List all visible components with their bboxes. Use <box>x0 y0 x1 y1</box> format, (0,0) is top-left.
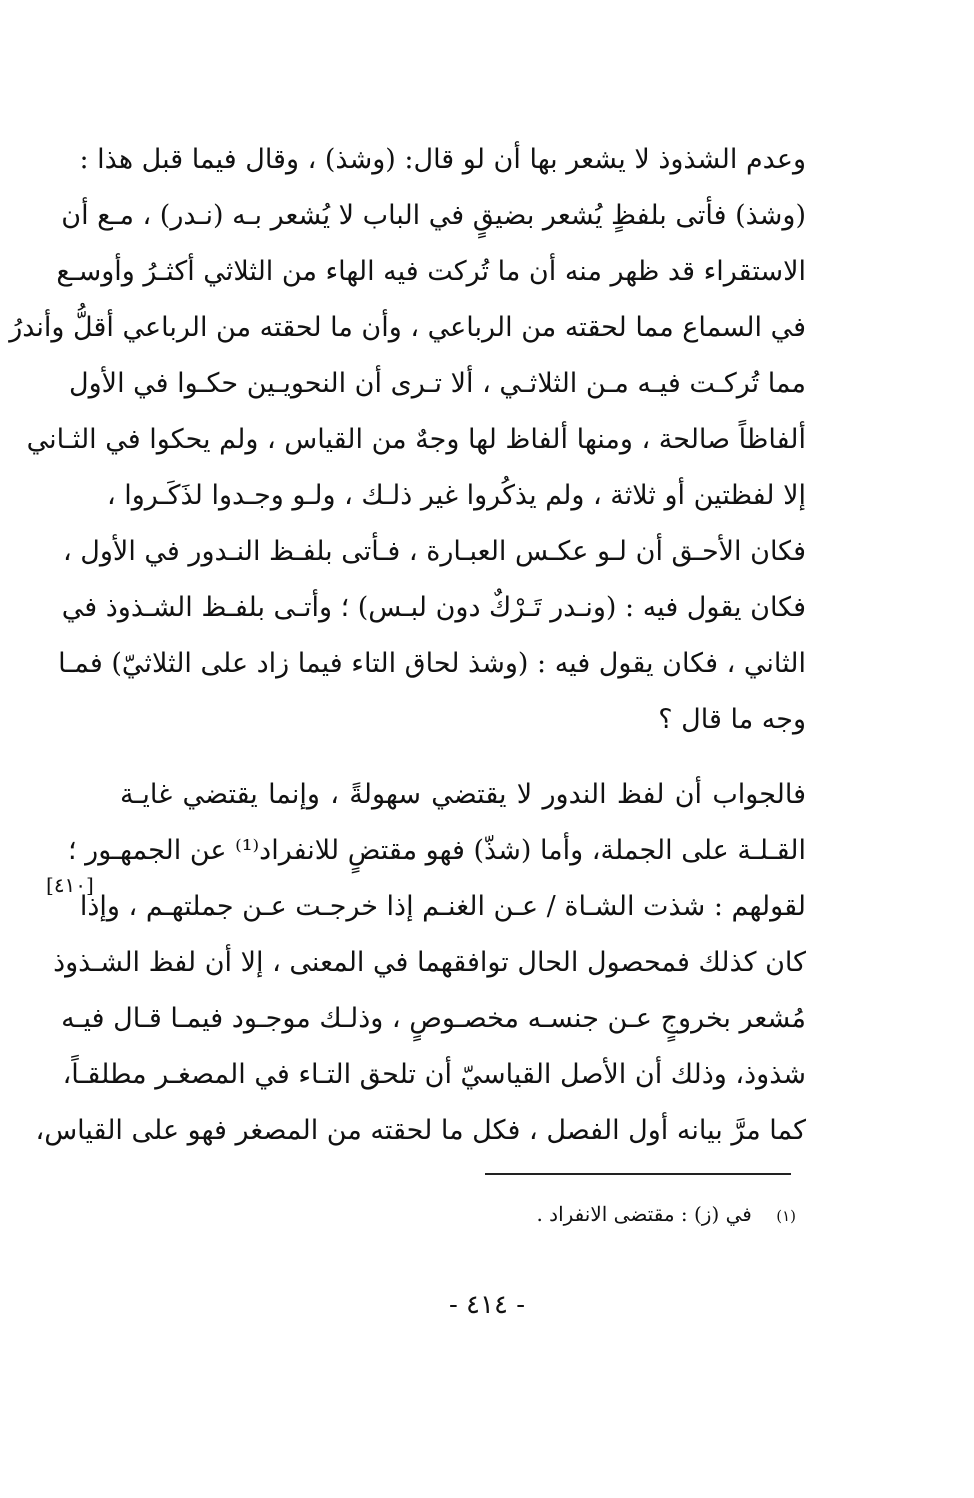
text-line: مُشعر بخروجٍ عـن جنسـه مخصـوصٍ ، وذلـك موجـود فيمـا قـال فيـه <box>61 1003 806 1034</box>
text-line: في السماع مما لحقته من الرباعي ، وأن ما لحقته من الرباعي أقلُّ وأندرُ <box>9 312 806 343</box>
footnote-text: في (ز) : مقتضى الانفراد . <box>536 1202 752 1226</box>
text-line: الثاني ، فكان يقول فيه : (وشذ لحاق التاء فيما زاد على الثلاثيّ) فمـا <box>58 648 806 679</box>
margin-page-reference: [٤١٠] <box>46 873 94 897</box>
text-line: فالجواب أن لفظ الندور لا يقتضي سهولةً ، وإنما يقتضي غايـة <box>120 779 806 810</box>
text-line: لقولهم : شذت الشـاة / عـن الغنـم إذا خرجـت عـن جملتهـم ، وإذا <box>79 891 806 922</box>
footnote-divider <box>485 1173 791 1175</box>
text-line: شذوذ، وذلك أن الأصل القياسيّ أن تلحق التـاء في المصغـر مطلقـاً، <box>62 1059 806 1090</box>
text-line: مما تُركـت فيـه مـن الثلاثـي ، ألا تـرى أن النحويـين حكـوا في الأول <box>69 368 806 399</box>
text-line: إلا لفظتين أو ثلاثة ، ولم يذكُروا غير ذلـك ، ولـو وجـدوا لذَكَـروا ، <box>106 480 806 511</box>
page-number: - ٤١٤ - <box>448 1290 526 1320</box>
text-line: فكان يقول فيه : (ونـدر تَـرْكٌ دون لبـس) ؛ وأتـى بلفـظ الشـذوذ في <box>61 592 806 623</box>
text-line: كان كذلك فمحصول الحال توافقهما في المعنى ، إلا أن لفظ الشـذوذ <box>53 947 806 978</box>
paragraph-1 <box>9 132 806 748</box>
text-line: كما مرَّ بيانه أول الفصل ، فكل ما لحقته من المصغر فهو على القياس، <box>35 1115 806 1146</box>
footnote <box>536 1202 796 1226</box>
footnote-number: (١) <box>776 1207 796 1225</box>
text-line: فكان الأحـق أن لـو عكـس العبـارة ، فـأتى بلفـظ النـدور في الأول ، <box>62 536 806 567</box>
text-line: وعدم الشذوذ لا يشعر بها أن لو قال: (وشذ) ، وقال فيما قبل هذا : <box>79 144 806 175</box>
text-line: القـلـة على الجملة، وأما (شذّ) فهو مقتضٍ للانفراد⁽¹⁾ عن الجمهـور ؛ <box>67 835 806 866</box>
text-line: ألفاظاً صالحة ، ومنها ألفاظ لها وجهٌ من القياس ، ولم يحكوا في الثـاني <box>26 424 806 455</box>
text-line: (وشذ) فأتى بلفظٍ يُشعر بضيقٍ في الباب لا يُشعر بـه (نـدر) ، مـع أن <box>61 200 806 231</box>
text-line: وجه ما قال ؟ <box>658 704 806 735</box>
text-line: الاستقراء قد ظهر منه أن ما تُركت فيه الهاء من الثلاثي أكثـرُ وأوسـع <box>56 256 806 287</box>
